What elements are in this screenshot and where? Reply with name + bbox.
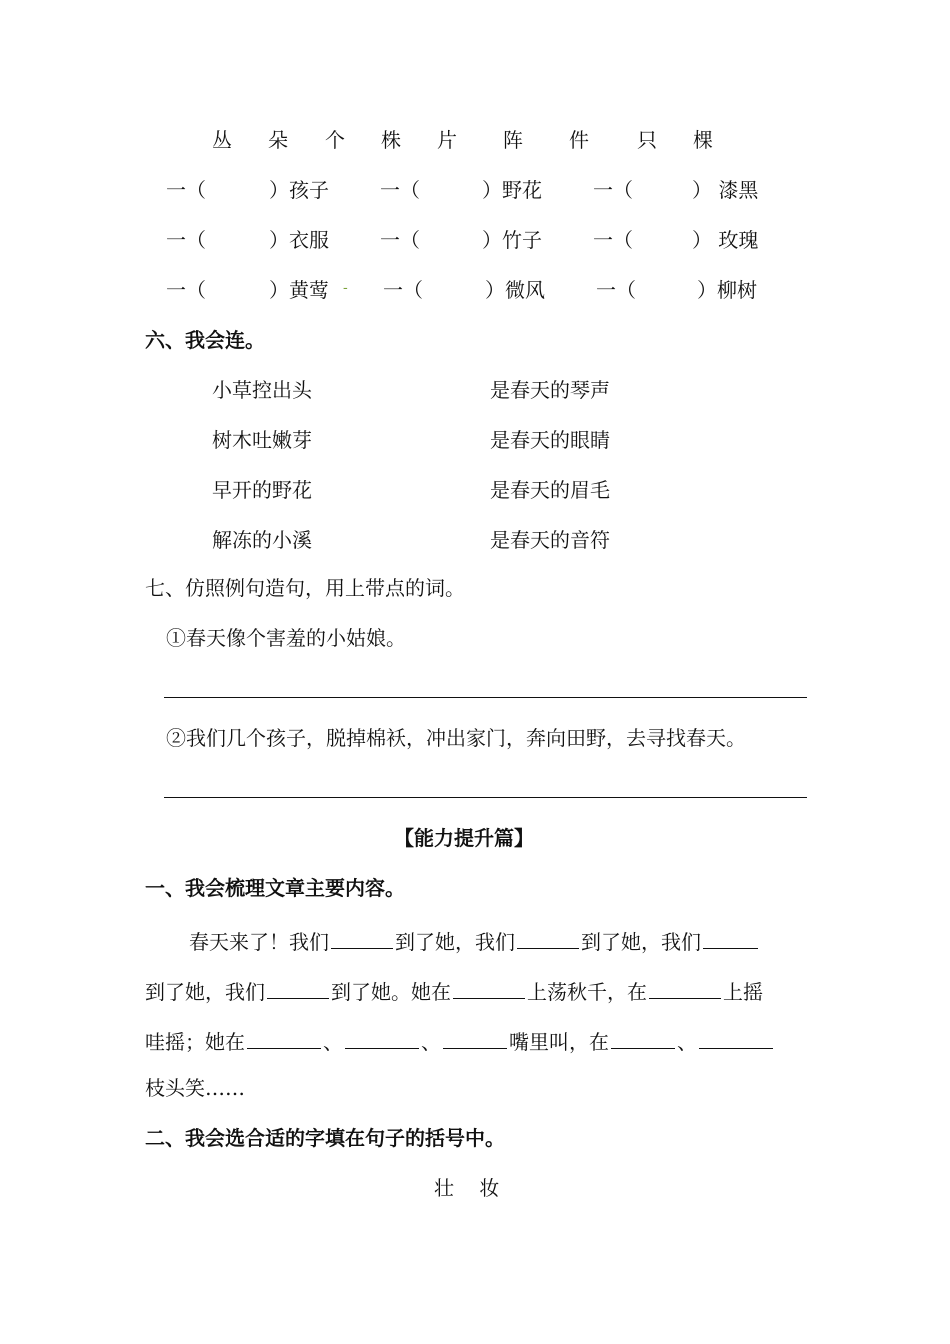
match-right-item[interactable]: 是春天的眉毛	[490, 478, 610, 502]
summary-text: 上荡秋千，在	[527, 980, 647, 1004]
fill-prefix: 一（	[380, 228, 420, 252]
blank-field[interactable]	[640, 280, 695, 302]
blank-field[interactable]	[345, 1028, 419, 1049]
summary-line-3	[145, 1028, 775, 1052]
fill-prefix: 一（	[593, 228, 633, 252]
blank-field[interactable]	[267, 978, 329, 999]
summary-line-1	[189, 928, 760, 952]
summary-text: 、	[323, 1030, 343, 1054]
fill-suffix: ） 玫瑰	[692, 228, 759, 252]
choice-characters: 壮 妆	[434, 1176, 500, 1200]
summary-text: 哇摇；她在	[145, 1030, 245, 1054]
blank-field[interactable]	[649, 978, 721, 999]
fill-suffix: ） 漆黑	[692, 178, 759, 202]
fill-suffix: ）黄莺	[269, 278, 329, 302]
blank-field[interactable]	[703, 928, 758, 949]
part2-title: 二、我会选合适的字填在句子的括号中。	[145, 1126, 505, 1150]
summary-text: 嘴里叫，在	[509, 1030, 609, 1054]
summary-text: 到了她。她在	[331, 980, 451, 1004]
fill-suffix: ）柳树	[697, 278, 757, 302]
measure-word: 个	[325, 128, 345, 152]
fill-prefix: 一（	[383, 278, 423, 302]
fill-prefix: 一（	[593, 178, 633, 202]
fill-prefix: 一（	[596, 278, 636, 302]
summary-text: 春天来了！我们	[189, 930, 329, 954]
match-right-item[interactable]: 是春天的琴声	[490, 378, 610, 402]
blank-field[interactable]	[210, 230, 267, 252]
summary-text: 到了她，我们	[395, 930, 515, 954]
match-left-item[interactable]: 解冻的小溪	[212, 528, 312, 552]
fill-suffix: ）衣服	[269, 228, 329, 252]
blank-field[interactable]	[424, 180, 480, 202]
blank-field[interactable]	[210, 180, 267, 202]
section7-example-1: ①春天像个害羞的小姑娘。	[166, 626, 406, 650]
ability-heading: 【能力提升篇】	[394, 826, 534, 850]
blank-field[interactable]	[427, 280, 483, 302]
measure-word: 阵	[503, 128, 523, 152]
measure-word: 件	[569, 128, 589, 152]
blank-field[interactable]	[699, 1028, 773, 1049]
blank-field[interactable]	[331, 928, 393, 949]
blank-field[interactable]	[637, 180, 690, 202]
answer-line-2[interactable]	[164, 797, 807, 798]
match-right-item[interactable]: 是春天的音符	[490, 528, 610, 552]
marker-dash-icon: -	[343, 280, 348, 296]
match-left-item[interactable]: 早开的野花	[212, 478, 312, 502]
measure-word: 丛	[212, 128, 232, 152]
part1-title: 一、我会梳理文章主要内容。	[145, 876, 405, 900]
fill-suffix: ）孩子	[269, 178, 329, 202]
summary-line-2	[145, 978, 763, 1002]
fill-prefix: 一（	[166, 178, 206, 202]
measure-word: 片	[437, 128, 457, 152]
summary-text: 到了她，我们	[581, 930, 701, 954]
match-right-item[interactable]: 是春天的眼睛	[490, 428, 610, 452]
summary-text: 、	[421, 1030, 441, 1054]
blank-field[interactable]	[517, 928, 579, 949]
measure-word: 只	[637, 128, 657, 152]
section6-title: 六、我会连。	[145, 328, 265, 352]
fill-prefix: 一（	[166, 228, 206, 252]
answer-line-1[interactable]	[164, 697, 807, 698]
match-left-item[interactable]: 小草控出头	[212, 378, 312, 402]
summary-line-4: 枝头笑……	[145, 1076, 245, 1100]
blank-field[interactable]	[247, 1028, 321, 1049]
section7-title: 七、仿照例句造句，用上带点的词。	[145, 576, 465, 600]
fill-suffix: ）野花	[482, 178, 542, 202]
fill-prefix: 一（	[380, 178, 420, 202]
summary-text: 上摇	[723, 980, 763, 1004]
fill-prefix: 一（	[166, 278, 206, 302]
match-left-item[interactable]: 树木吐嫩芽	[212, 428, 312, 452]
summary-text: 、	[677, 1030, 697, 1054]
blank-field[interactable]	[424, 230, 480, 252]
blank-field[interactable]	[453, 978, 525, 999]
blank-field[interactable]	[637, 230, 690, 252]
measure-word: 棵	[693, 128, 713, 152]
blank-field[interactable]	[611, 1028, 675, 1049]
measure-word: 朵	[268, 128, 288, 152]
section7-example-2: ②我们几个孩子，脱掉棉袄，冲出家门，奔向田野，去寻找春天。	[166, 726, 746, 750]
blank-field[interactable]	[210, 280, 267, 302]
blank-field[interactable]	[443, 1028, 507, 1049]
fill-suffix: ）竹子	[482, 228, 542, 252]
fill-suffix: ）微风	[485, 278, 545, 302]
measure-word: 株	[381, 128, 401, 152]
summary-text: 到了她，我们	[145, 980, 265, 1004]
